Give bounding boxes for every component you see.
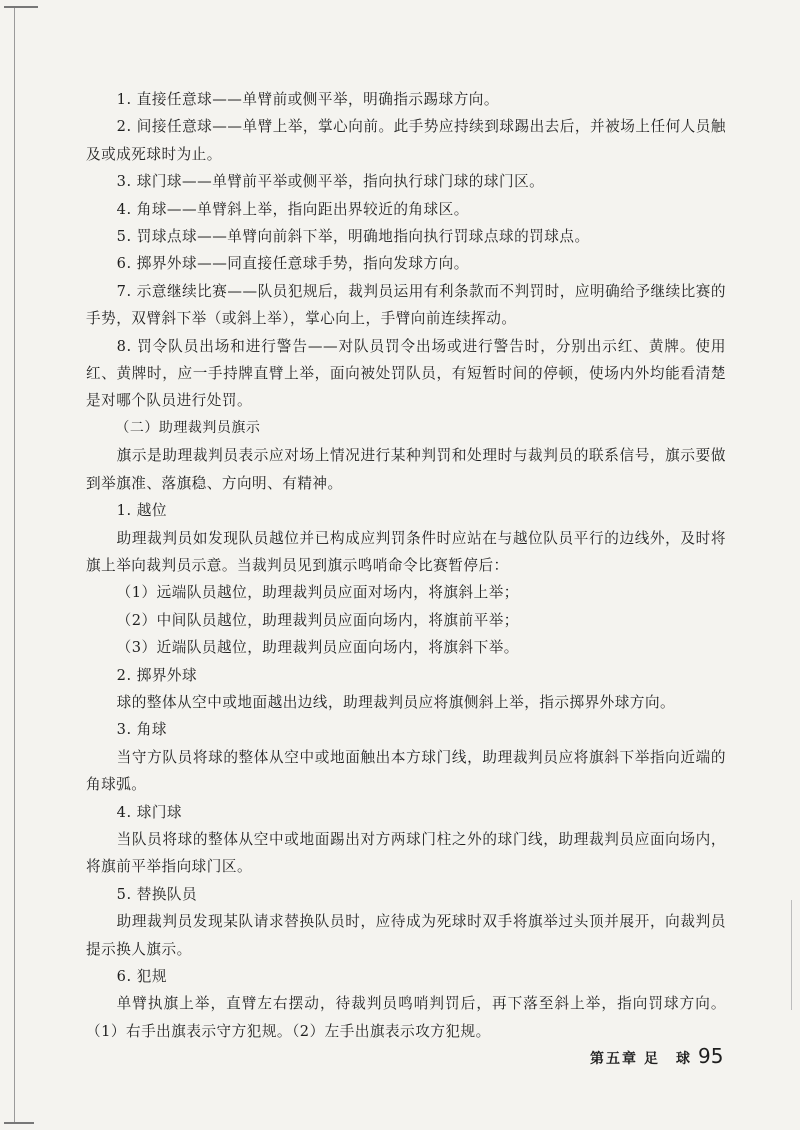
binding-line bbox=[14, 8, 15, 1123]
subsection-body-substitution: 助理裁判员发现某队请求替换队员时，应待成为死球时双手将旗举过头顶并展开，向裁判员提示换人旗示。 bbox=[86, 913, 726, 958]
subsection-title-offside: 1. 越位 bbox=[116, 502, 167, 520]
binding-mark-top bbox=[4, 6, 38, 8]
subsection-body-offside: 助理裁判员如发现队员越位并已构成应判罚条件时应站在与越位队员平行的边线外，及时将旗上举向裁判员示意。当裁判员见到旗示鸣哨命令比赛暂停后： bbox=[86, 529, 726, 574]
list-item: （2）中间队员越位，助理裁判员应面向场内，将旗前平举； bbox=[116, 611, 519, 629]
paragraph-ref-signal-1: 1. 直接任意球——单臂前或侧平举，明确指示踢球方向。 bbox=[116, 91, 499, 108]
footer-title: 足 球 bbox=[644, 1051, 692, 1067]
paragraph-ref-signal-4: 4. 角球——单臂斜上举，指向距出界较近的角球区。 bbox=[116, 200, 469, 218]
list-item: （3）近端队员越位，助理裁判员应面向场内，将旗斜下举。 bbox=[116, 639, 519, 657]
list-item: （1）远端队员越位，助理裁判员应面对场内，将旗斜上举； bbox=[116, 584, 519, 602]
paragraph-ref-signal-5: 5. 罚球点球——单臂向前斜下举，明确地指向执行罚球点球的罚球点。 bbox=[116, 228, 590, 246]
page-content bbox=[86, 86, 726, 1045]
subsection-body-goal-kick: 当队员将球的整体从空中或地面踢出对方两球门柱之外的球门线，助理裁判员应面向场内，将旗前平举指向球门区。 bbox=[86, 830, 726, 876]
subsection-body-foul: 单臂执旗上举，直臂左右摆动，待裁判员鸣哨判罚后，再下落至斜上举，指向罚球方向。（1）右手出旗表示守方犯规。（2）左手出旗表示攻方犯规。 bbox=[86, 995, 726, 1040]
page-edge-shadow bbox=[791, 900, 792, 1010]
footer-chapter: 第五章 bbox=[590, 1051, 638, 1067]
subsection-body-corner: 当守方队员将球的整体从空中或地面触出本方球门线，助理裁判员应将旗斜下举指向近端的角球弧。 bbox=[86, 748, 726, 794]
subsection-title-goal-kick: 4. 球门球 bbox=[116, 803, 183, 821]
paragraph-ref-signal-8: 8. 罚令队员出场和进行警告——对队员罚令出场或进行警告时，分别出示红、黄牌。使用红、黄牌时，应一手持牌直臂上举，面向被处罚队员，有短暂时间的停顿，使场内外均能看清楚是对哪个队员进行处罚。 bbox=[86, 337, 726, 410]
page-number: 95 bbox=[698, 1044, 724, 1068]
subsection-body-throw-in: 球的整体从空中或地面越出边线，助理裁判员应将旗侧斜上举，指示掷界外球方向。 bbox=[116, 693, 676, 711]
paragraph-ref-signal-7: 7. 示意继续比赛——队员犯规后，裁判员运用有利条款而不判罚时，应明确给予继续比赛的手势，双臂斜下举（或斜上举），掌心向上，手臂向前连续挥动。 bbox=[86, 282, 726, 328]
subsection-title-foul: 6. 犯规 bbox=[116, 968, 167, 985]
paragraph-ref-signal-3: 3. 球门球——单臂前平举或侧平举，指向执行球门球的球门区。 bbox=[116, 173, 545, 191]
subsection-title-substitution: 5. 替换队员 bbox=[116, 885, 198, 903]
subsection-title-corner: 3. 角球 bbox=[116, 721, 167, 739]
section-intro: 旗示是助理裁判员表示应对场上情况进行某种判罚和处理时与裁判员的联系信号，旗示要做到举旗准、落旗稳、方向明、有精神。 bbox=[86, 447, 726, 492]
page-footer bbox=[590, 1044, 740, 1068]
paragraph-ref-signal-2: 2. 间接任意球——单臂上举，掌心向前。此手势应持续到球踢出去后，并被场上任何人员触及或成死球时为止。 bbox=[86, 118, 726, 163]
section-heading: （二）助理裁判员旗示 bbox=[115, 419, 261, 436]
paragraph-ref-signal-6: 6. 掷界外球——同直接任意球手势，指向发球方向。 bbox=[116, 255, 469, 273]
subsection-title-throw-in: 2. 掷界外球 bbox=[116, 666, 198, 684]
binding-mark-bottom bbox=[4, 1122, 34, 1124]
